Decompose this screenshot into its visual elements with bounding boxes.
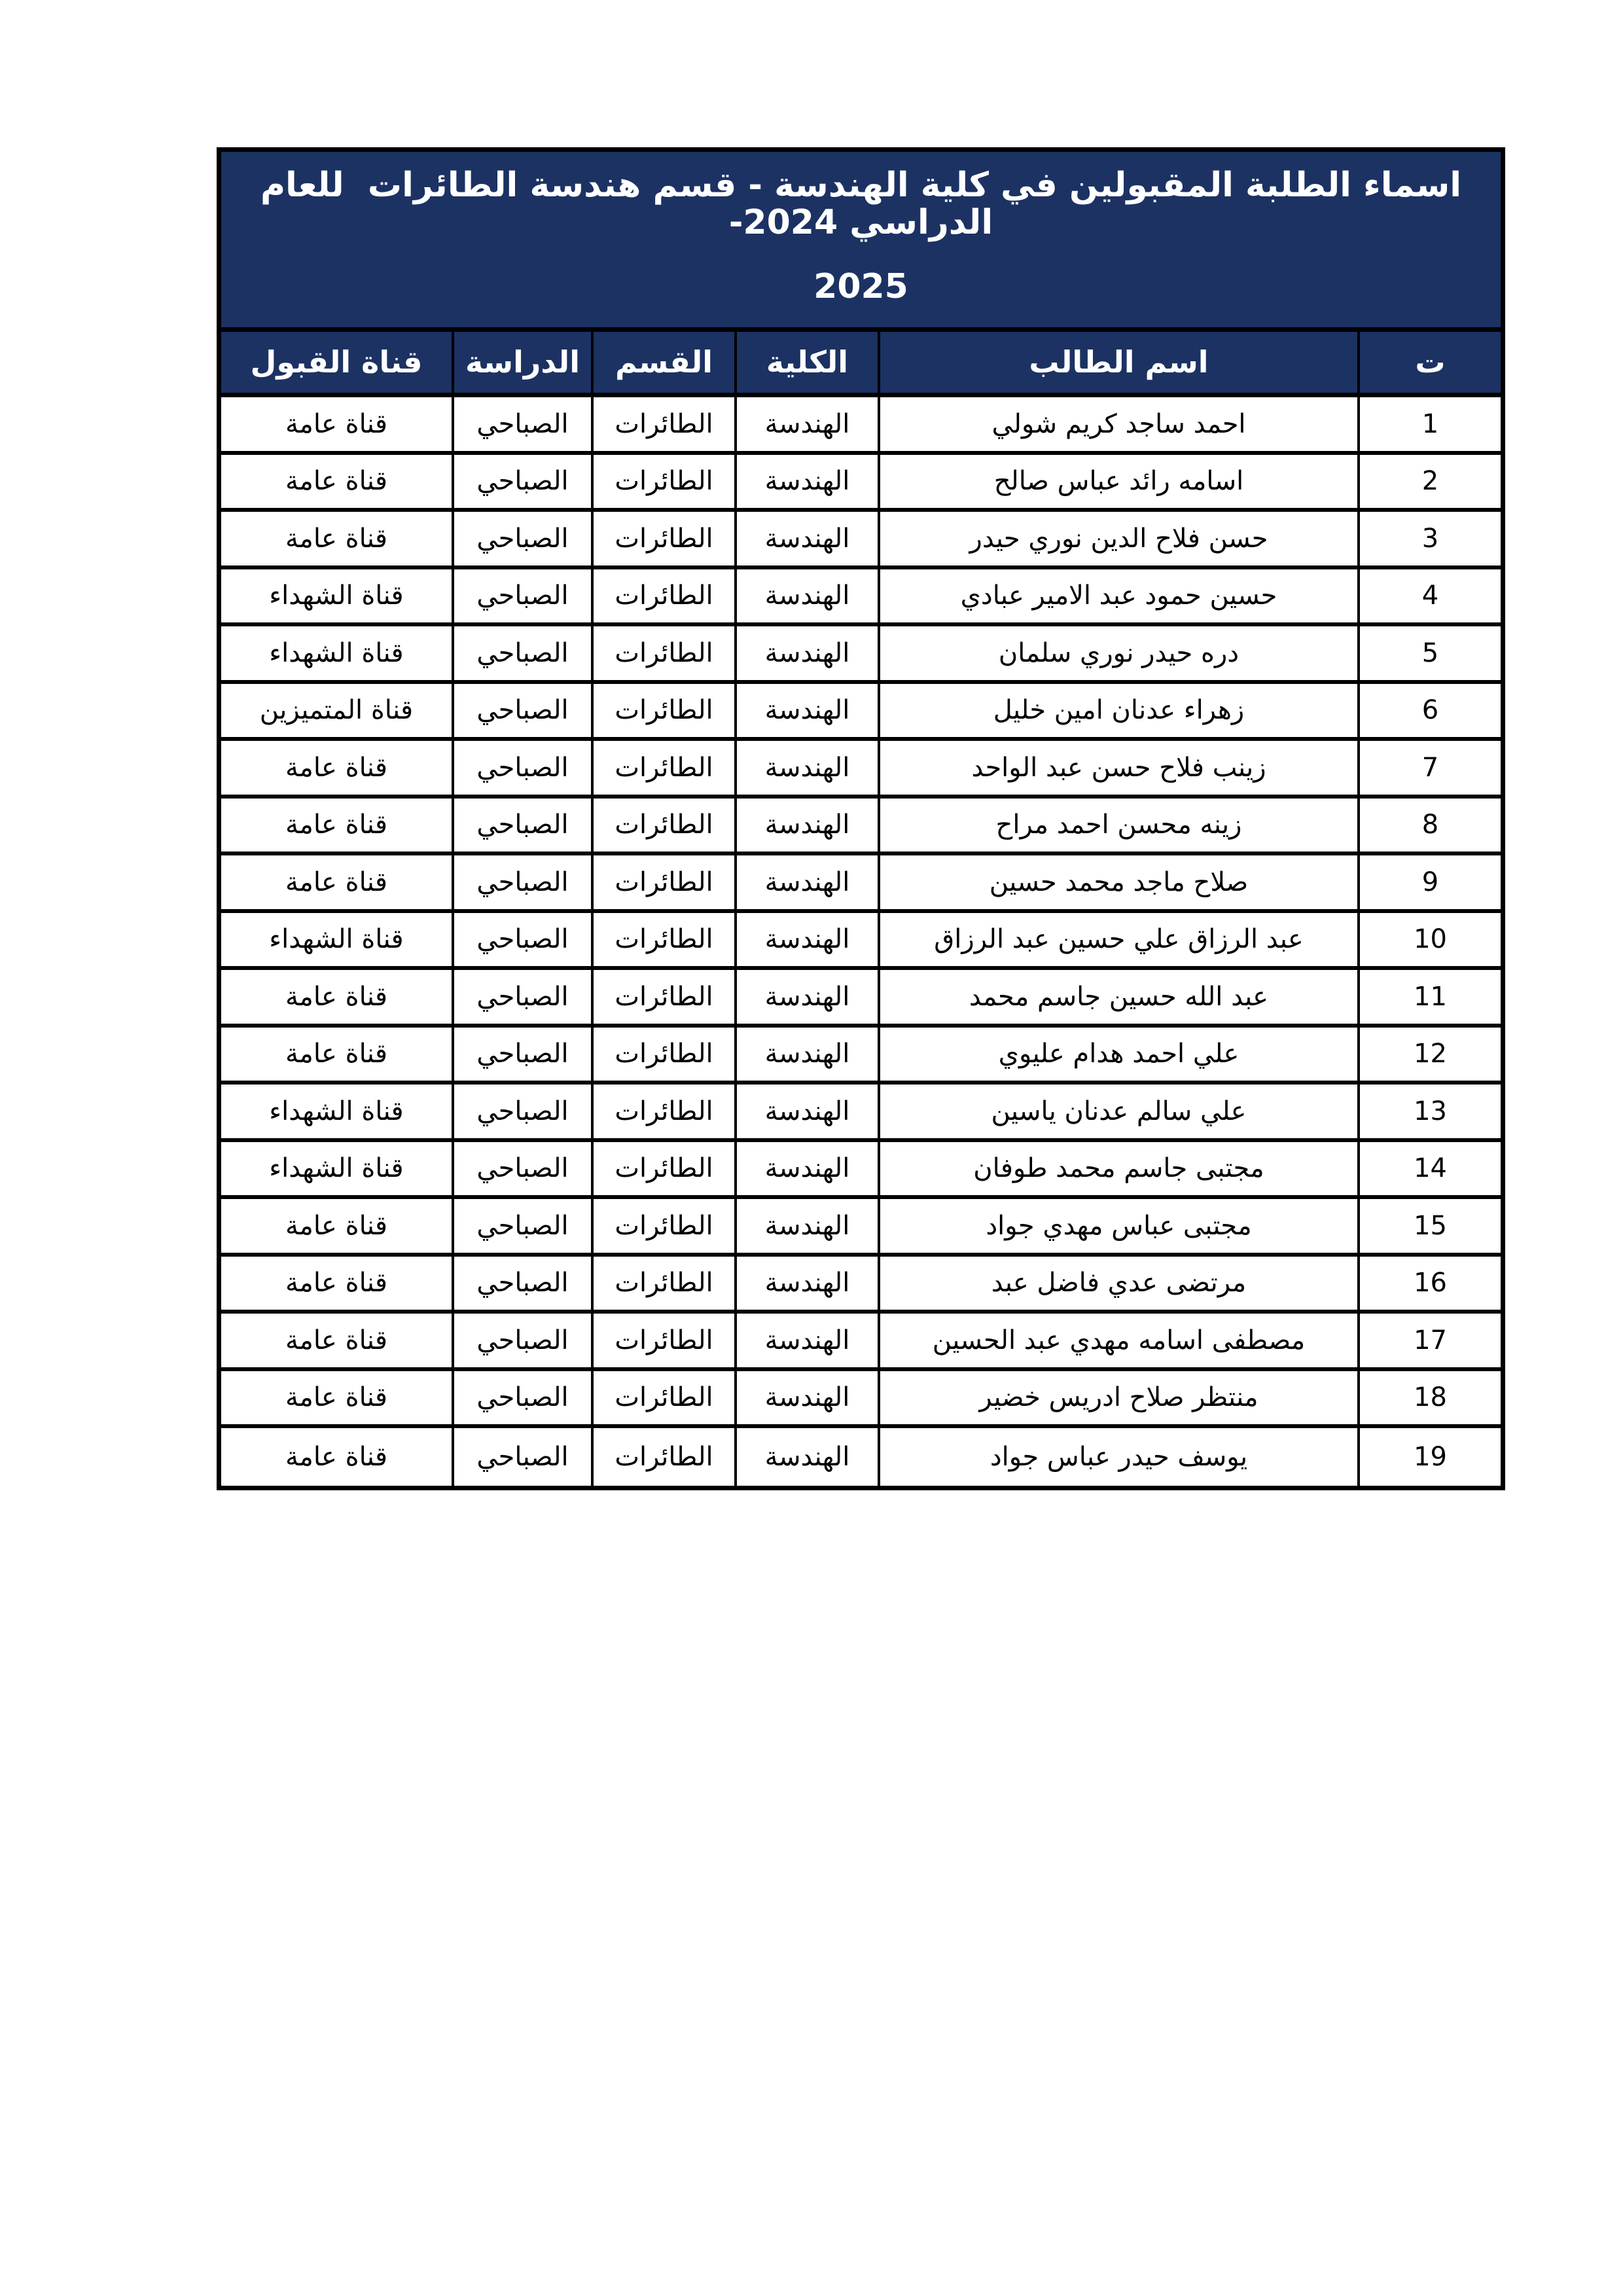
cell-college: الهندسة — [734, 1085, 878, 1138]
cell-row-number: 8 — [1357, 798, 1501, 852]
cell-row-number: 18 — [1357, 1371, 1501, 1425]
cell-admission-channel: قناة عامة — [285, 1441, 387, 1472]
cell-row-number: 19 — [1357, 1428, 1501, 1486]
cell-student-name: علي احمد هدام عليوي — [878, 1028, 1357, 1081]
cell-row-number: 3 — [1357, 512, 1501, 565]
cell-study: الصباحي — [452, 684, 591, 738]
table-title-block — [221, 152, 1501, 332]
cell-row-number: 10 — [1357, 913, 1501, 967]
cell-study: الصباحي — [452, 798, 591, 852]
header-cell-number: ت — [1357, 332, 1501, 393]
cell-department: الطائرات — [591, 512, 734, 565]
cell-study: الصباحي — [452, 397, 591, 451]
cell-admission-channel: قناة عامة — [285, 1210, 387, 1241]
cell-row-number: 7 — [1357, 741, 1501, 795]
cell-study: الصباحي — [452, 855, 591, 909]
cell-department: الطائرات — [591, 397, 734, 451]
table-row — [221, 569, 1501, 627]
cell-college: الهندسة — [734, 1428, 878, 1486]
cell-row-number: 1 — [1357, 397, 1501, 451]
cell-study: الصباحي — [452, 1085, 591, 1138]
cell-row-number: 15 — [1357, 1199, 1501, 1253]
table-row — [221, 970, 1501, 1028]
cell-row-number: 12 — [1357, 1028, 1501, 1081]
cell-department: الطائرات — [591, 913, 734, 967]
cell-row-number: 4 — [1357, 569, 1501, 623]
table-header-row — [221, 332, 1501, 397]
cell-admission-channel: قناة عامة — [285, 867, 387, 897]
cell-department: الطائرات — [591, 569, 734, 623]
cell-department: الطائرات — [591, 1199, 734, 1253]
cell-admission-channel: قناة عامة — [285, 466, 387, 497]
table-title-line2: 2025 — [813, 266, 908, 306]
cell-admission-channel: قناة الشهداء — [269, 1096, 404, 1126]
cell-admission-channel: قناة الشهداء — [269, 1153, 404, 1184]
cell-admission-channel: قناة عامة — [285, 981, 387, 1012]
cell-college: الهندسة — [734, 741, 878, 795]
cell-student-name: احمد ساجد كريم شولي — [878, 397, 1357, 451]
cell-study: الصباحي — [452, 626, 591, 680]
cell-admission-channel: قناة الشهداء — [269, 581, 404, 611]
header-cell-college: الكلية — [734, 332, 878, 393]
cell-study: الصباحي — [452, 1028, 591, 1081]
cell-admission-channel: قناة عامة — [285, 1325, 387, 1355]
cell-admission-channel: قناة عامة — [285, 408, 387, 439]
table-row — [221, 1371, 1501, 1429]
cell-study: الصباحي — [452, 970, 591, 1024]
cell-college: الهندسة — [734, 626, 878, 680]
admissions-table — [217, 147, 1505, 1490]
table-row — [221, 626, 1501, 684]
cell-study: الصباحي — [452, 1428, 591, 1486]
cell-admission-channel: قناة عامة — [285, 1268, 387, 1299]
cell-student-name: عبد الرزاق علي حسين عبد الرزاق — [878, 913, 1357, 967]
cell-student-name: دره حيدر نوري سلمان — [878, 626, 1357, 680]
cell-college: الهندسة — [734, 1142, 878, 1196]
cell-student-name: مصطفى اسامه مهدي عبد الحسين — [878, 1314, 1357, 1367]
cell-college: الهندسة — [734, 855, 878, 909]
table-row — [221, 684, 1501, 742]
cell-study: الصباحي — [452, 455, 591, 509]
table-title-line1: اسماء الطلبة المقبولين في كلية الهندسة - قسم هندسة الطائرات للعام الدراسي 2024- — [248, 166, 1462, 243]
cell-department: الطائرات — [591, 626, 734, 680]
cell-student-name: زينب فلاح حسن عبد الواحد — [878, 741, 1357, 795]
cell-row-number: 13 — [1357, 1085, 1501, 1138]
cell-student-name: مجتبى جاسم محمد طوفان — [878, 1142, 1357, 1196]
cell-department: الطائرات — [591, 798, 734, 852]
cell-college: الهندسة — [734, 798, 878, 852]
cell-department: الطائرات — [591, 455, 734, 509]
cell-college: الهندسة — [734, 970, 878, 1024]
header-cell-study: الدراسة — [452, 332, 591, 393]
cell-college: الهندسة — [734, 397, 878, 451]
cell-department: الطائرات — [591, 1428, 734, 1486]
cell-study: الصباحي — [452, 1371, 591, 1425]
table-row — [221, 1142, 1501, 1200]
cell-student-name: علي سالم عدنان ياسين — [878, 1085, 1357, 1138]
cell-department: الطائرات — [591, 741, 734, 795]
header-cell-department: القسم — [591, 332, 734, 393]
cell-college: الهندسة — [734, 1199, 878, 1253]
table-row — [221, 455, 1501, 512]
cell-student-name: اسامه رائد عباس صالح — [878, 455, 1357, 509]
cell-admission-channel: قناة عامة — [285, 810, 387, 840]
cell-college: الهندسة — [734, 1028, 878, 1081]
cell-row-number: 16 — [1357, 1257, 1501, 1310]
cell-department: الطائرات — [591, 855, 734, 909]
cell-student-name: حسن فلاح الدين نوري حيدر — [878, 512, 1357, 565]
cell-student-name: منتظر صلاح ادريس خضير — [878, 1371, 1357, 1425]
cell-department: الطائرات — [591, 1028, 734, 1081]
cell-student-name: زهراء عدنان امين خليل — [878, 684, 1357, 738]
cell-department: الطائرات — [591, 684, 734, 738]
cell-student-name: يوسف حيدر عباس جواد — [878, 1428, 1357, 1486]
cell-study: الصباحي — [452, 741, 591, 795]
table-row — [221, 741, 1501, 798]
cell-department: الطائرات — [591, 1314, 734, 1367]
cell-admission-channel: قناة الشهداء — [269, 637, 404, 668]
table-row — [221, 1257, 1501, 1314]
cell-admission-channel: قناة عامة — [285, 523, 387, 554]
table-body — [221, 397, 1501, 1486]
cell-student-name: مرتضى عدي فاضل عبد — [878, 1257, 1357, 1310]
cell-college: الهندسة — [734, 455, 878, 509]
table-row — [221, 1199, 1501, 1257]
table-row — [221, 913, 1501, 971]
table-row — [221, 512, 1501, 569]
cell-study: الصباحي — [452, 913, 591, 967]
cell-student-name: عبد الله حسين جاسم محمد — [878, 970, 1357, 1024]
cell-college: الهندسة — [734, 1371, 878, 1425]
cell-admission-channel: قناة المتميزين — [259, 695, 414, 726]
cell-college: الهندسة — [734, 913, 878, 967]
table-row — [221, 798, 1501, 856]
cell-row-number: 5 — [1357, 626, 1501, 680]
cell-student-name: مجتبى عباس مهدي جواد — [878, 1199, 1357, 1253]
table-row — [221, 1314, 1501, 1371]
cell-student-name: صلاح ماجد محمد حسين — [878, 855, 1357, 909]
cell-college: الهندسة — [734, 512, 878, 565]
cell-department: الطائرات — [591, 1257, 734, 1310]
cell-row-number: 17 — [1357, 1314, 1501, 1367]
cell-row-number: 14 — [1357, 1142, 1501, 1196]
table-row — [221, 1428, 1501, 1486]
cell-study: الصباحي — [452, 1199, 591, 1253]
cell-admission-channel: قناة عامة — [285, 1039, 387, 1069]
table-row — [221, 1028, 1501, 1085]
cell-row-number: 2 — [1357, 455, 1501, 509]
cell-study: الصباحي — [452, 1257, 591, 1310]
cell-department: الطائرات — [591, 1142, 734, 1196]
cell-admission-channel: قناة عامة — [285, 1382, 387, 1413]
header-cell-student-name: اسم الطالب — [878, 332, 1357, 393]
cell-study: الصباحي — [452, 1314, 591, 1367]
table-row — [221, 397, 1501, 455]
cell-study: الصباحي — [452, 1142, 591, 1196]
cell-department: الطائرات — [591, 1085, 734, 1138]
cell-admission-channel: قناة عامة — [285, 752, 387, 783]
cell-college: الهندسة — [734, 1257, 878, 1310]
cell-student-name: زينه محسن احمد مراح — [878, 798, 1357, 852]
cell-college: الهندسة — [734, 569, 878, 623]
cell-study: الصباحي — [452, 512, 591, 565]
header-cell-admission-channel: قناة القبول — [250, 344, 423, 380]
cell-study: الصباحي — [452, 569, 591, 623]
cell-department: الطائرات — [591, 970, 734, 1024]
cell-department: الطائرات — [591, 1371, 734, 1425]
cell-college: الهندسة — [734, 684, 878, 738]
cell-student-name: حسين حمود عبد الامير عبادي — [878, 569, 1357, 623]
cell-admission-channel: قناة الشهداء — [269, 924, 404, 955]
cell-row-number: 6 — [1357, 684, 1501, 738]
table-row — [221, 1085, 1501, 1142]
cell-row-number: 9 — [1357, 855, 1501, 909]
table-row — [221, 855, 1501, 913]
cell-college: الهندسة — [734, 1314, 878, 1367]
cell-row-number: 11 — [1357, 970, 1501, 1024]
